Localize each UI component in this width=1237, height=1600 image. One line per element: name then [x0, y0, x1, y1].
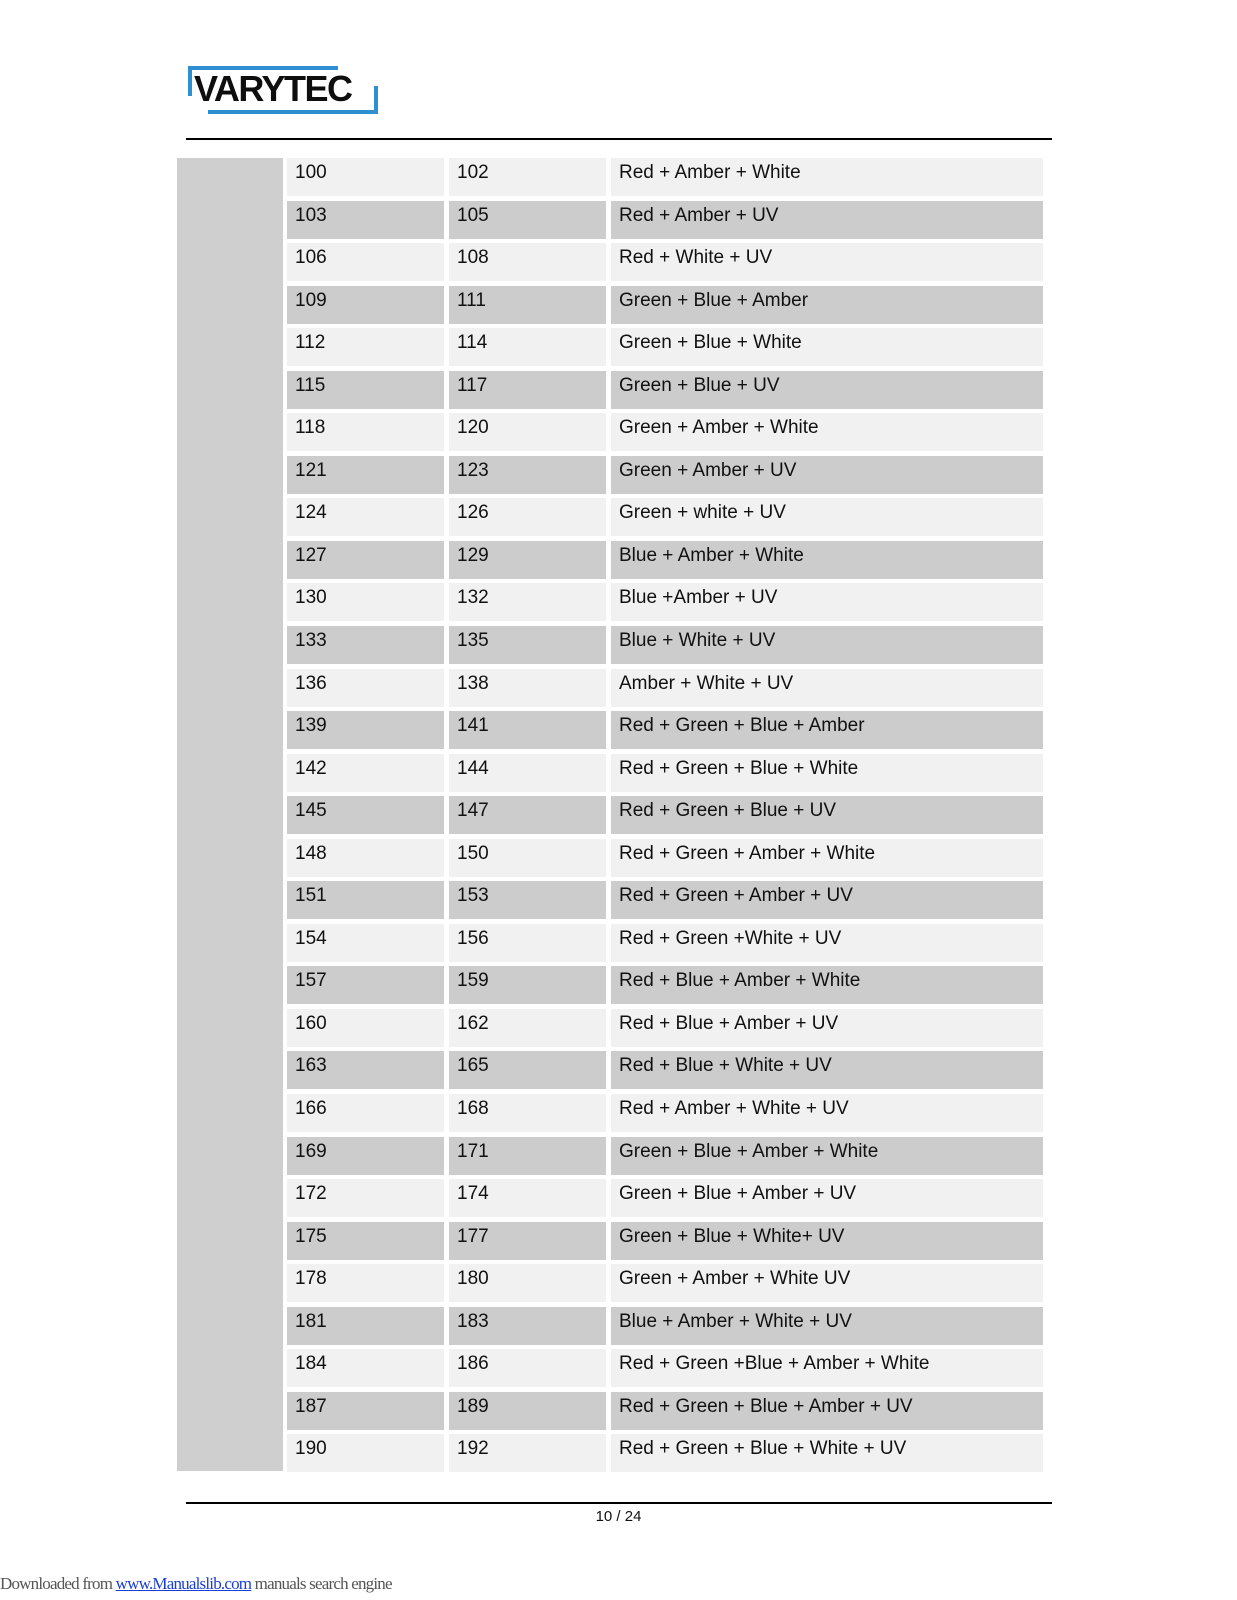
range-start-cell: 157 [287, 966, 444, 1004]
table-row [287, 328, 1043, 371]
table-row [287, 1222, 1043, 1265]
function-cell: Red + White + UV [611, 243, 1043, 281]
range-start-cell: 172 [287, 1179, 444, 1217]
download-footer [0, 1574, 392, 1594]
table-row [287, 456, 1043, 499]
table-side-column [177, 158, 283, 1471]
range-end-cell: 135 [449, 626, 606, 664]
range-end-cell: 123 [449, 456, 606, 494]
range-start-cell: 118 [287, 413, 444, 451]
dmx-value-table [287, 158, 1043, 1477]
function-cell: Red + Blue + Amber + UV [611, 1009, 1043, 1047]
manualslib-link[interactable]: www.Manualslib.com [115, 1574, 252, 1593]
range-start-cell: 148 [287, 839, 444, 877]
range-start-cell: 136 [287, 669, 444, 707]
range-end-cell: 186 [449, 1349, 606, 1387]
function-cell: Red + Green + Blue + Amber + UV [611, 1392, 1043, 1430]
function-cell: Green + Amber + White UV [611, 1264, 1043, 1302]
table-row [287, 1009, 1043, 1052]
range-start-cell: 163 [287, 1051, 444, 1089]
range-start-cell: 130 [287, 583, 444, 621]
table-row [287, 1179, 1043, 1222]
table-row [287, 839, 1043, 882]
table-row [287, 1392, 1043, 1435]
function-cell: Blue + Amber + White + UV [611, 1307, 1043, 1345]
range-start-cell: 151 [287, 881, 444, 919]
range-start-cell: 112 [287, 328, 444, 366]
table-row [287, 1349, 1043, 1392]
logo-accent-left [188, 66, 192, 96]
table-row [287, 243, 1043, 286]
table-row [287, 881, 1043, 924]
range-end-cell: 114 [449, 328, 606, 366]
range-end-cell: 159 [449, 966, 606, 1004]
range-start-cell: 106 [287, 243, 444, 281]
function-cell: Blue + Amber + White [611, 541, 1043, 579]
function-cell: Red + Amber + White [611, 158, 1043, 196]
table-row [287, 669, 1043, 712]
varytec-logo [188, 66, 378, 116]
table-row [287, 201, 1043, 244]
function-cell: Green + Blue + Amber [611, 286, 1043, 324]
function-cell: Green + Amber + UV [611, 456, 1043, 494]
logo-accent-right [374, 86, 378, 114]
range-end-cell: 162 [449, 1009, 606, 1047]
function-cell: Red + Green + Blue + UV [611, 796, 1043, 834]
range-end-cell: 183 [449, 1307, 606, 1345]
range-start-cell: 100 [287, 158, 444, 196]
table-row [287, 1434, 1043, 1477]
range-end-cell: 174 [449, 1179, 606, 1217]
function-cell: Red + Green + Amber + UV [611, 881, 1043, 919]
function-cell: Red + Blue + White + UV [611, 1051, 1043, 1089]
range-end-cell: 138 [449, 669, 606, 707]
table-row [287, 1051, 1043, 1094]
function-cell: Red + Green + Amber + White [611, 839, 1043, 877]
range-end-cell: 111 [449, 286, 606, 324]
range-start-cell: 103 [287, 201, 444, 239]
table-row [287, 541, 1043, 584]
table-row [287, 1094, 1043, 1137]
range-start-cell: 160 [287, 1009, 444, 1047]
range-end-cell: 126 [449, 498, 606, 536]
range-start-cell: 181 [287, 1307, 444, 1345]
range-start-cell: 184 [287, 1349, 444, 1387]
range-end-cell: 177 [449, 1222, 606, 1260]
range-end-cell: 165 [449, 1051, 606, 1089]
range-end-cell: 108 [449, 243, 606, 281]
range-end-cell: 117 [449, 371, 606, 409]
range-end-cell: 168 [449, 1094, 606, 1132]
range-end-cell: 180 [449, 1264, 606, 1302]
table-row [287, 1137, 1043, 1180]
logo-accent-bottom [208, 110, 378, 114]
function-cell: Red + Amber + UV [611, 201, 1043, 239]
function-cell: Red + Green +Blue + Amber + White [611, 1349, 1043, 1387]
table-row [287, 924, 1043, 967]
table-row [287, 1264, 1043, 1307]
range-start-cell: 127 [287, 541, 444, 579]
range-start-cell: 139 [287, 711, 444, 749]
function-cell: Amber + White + UV [611, 669, 1043, 707]
function-cell: Red + Green + Blue + White [611, 754, 1043, 792]
range-start-cell: 133 [287, 626, 444, 664]
range-start-cell: 154 [287, 924, 444, 962]
range-end-cell: 153 [449, 881, 606, 919]
function-cell: Red + Green + Blue + White + UV [611, 1434, 1043, 1472]
table-row [287, 286, 1043, 329]
table-row [287, 583, 1043, 626]
table-row [287, 796, 1043, 839]
footer-suffix: manuals search engine [251, 1574, 392, 1593]
function-cell: Green + Blue + Amber + White [611, 1137, 1043, 1175]
range-end-cell: 147 [449, 796, 606, 834]
function-cell: Green + Blue + White+ UV [611, 1222, 1043, 1260]
function-cell: Green + Blue + UV [611, 371, 1043, 409]
table-row [287, 754, 1043, 797]
table-row [287, 413, 1043, 456]
range-end-cell: 141 [449, 711, 606, 749]
range-start-cell: 166 [287, 1094, 444, 1132]
page-number: 10 / 24 [595, 1508, 642, 1525]
table-row [287, 711, 1043, 754]
header-divider [186, 138, 1052, 140]
range-end-cell: 189 [449, 1392, 606, 1430]
table-row [287, 371, 1043, 414]
range-start-cell: 142 [287, 754, 444, 792]
footer-divider [186, 1502, 1052, 1504]
table-row [287, 966, 1043, 1009]
range-start-cell: 169 [287, 1137, 444, 1175]
range-end-cell: 150 [449, 839, 606, 877]
table-row [287, 158, 1043, 201]
logo-text: VARYTEC [194, 68, 352, 109]
range-end-cell: 120 [449, 413, 606, 451]
footer-prefix: Downloaded from [0, 1574, 116, 1593]
function-cell: Blue + White + UV [611, 626, 1043, 664]
function-cell: Red + Blue + Amber + White [611, 966, 1043, 1004]
range-start-cell: 115 [287, 371, 444, 409]
range-end-cell: 129 [449, 541, 606, 579]
range-end-cell: 171 [449, 1137, 606, 1175]
function-cell: Blue +Amber + UV [611, 583, 1043, 621]
range-start-cell: 145 [287, 796, 444, 834]
function-cell: Green + Blue + Amber + UV [611, 1179, 1043, 1217]
range-end-cell: 144 [449, 754, 606, 792]
range-end-cell: 105 [449, 201, 606, 239]
function-cell: Red + Green + Blue + Amber [611, 711, 1043, 749]
range-start-cell: 124 [287, 498, 444, 536]
range-start-cell: 109 [287, 286, 444, 324]
function-cell: Red + Green +White + UV [611, 924, 1043, 962]
table-row [287, 1307, 1043, 1350]
function-cell: Green + Blue + White [611, 328, 1043, 366]
range-end-cell: 156 [449, 924, 606, 962]
function-cell: Green + Amber + White [611, 413, 1043, 451]
range-start-cell: 187 [287, 1392, 444, 1430]
range-start-cell: 121 [287, 456, 444, 494]
range-start-cell: 175 [287, 1222, 444, 1260]
range-end-cell: 192 [449, 1434, 606, 1472]
range-end-cell: 102 [449, 158, 606, 196]
range-start-cell: 190 [287, 1434, 444, 1472]
range-start-cell: 178 [287, 1264, 444, 1302]
range-end-cell: 132 [449, 583, 606, 621]
table-row [287, 626, 1043, 669]
function-cell: Green + white + UV [611, 498, 1043, 536]
table-row [287, 498, 1043, 541]
function-cell: Red + Amber + White + UV [611, 1094, 1043, 1132]
